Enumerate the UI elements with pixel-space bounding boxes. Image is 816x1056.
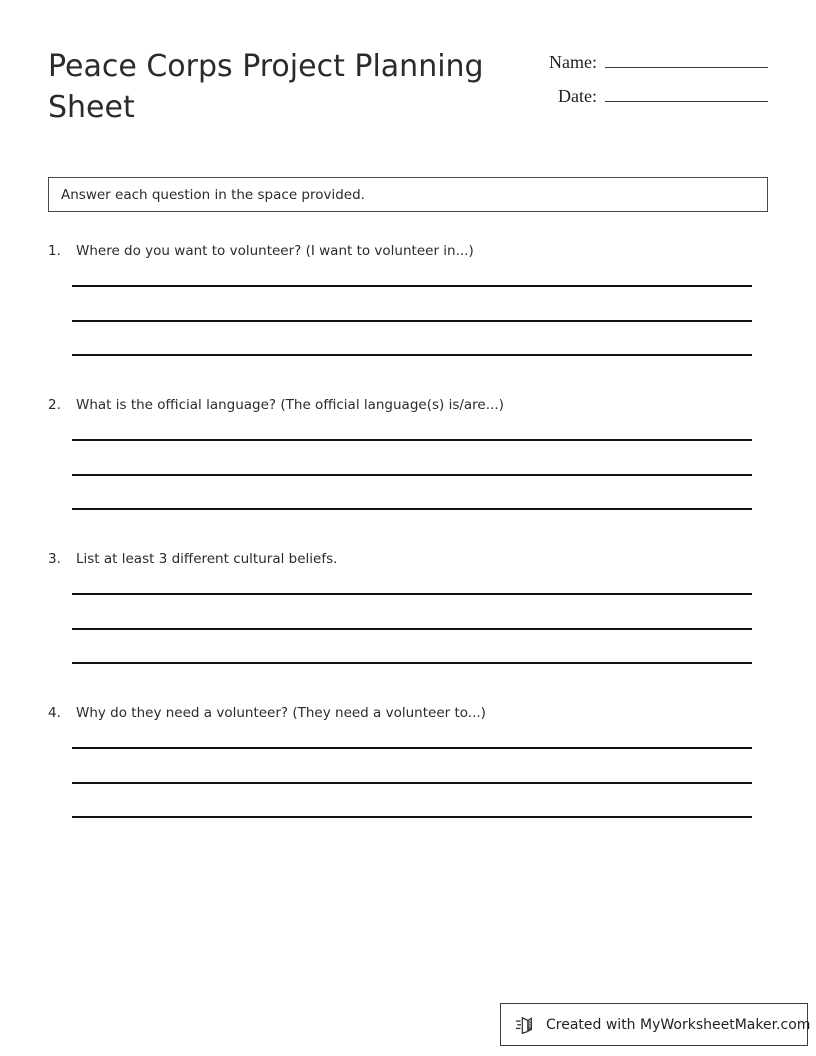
name-row bbox=[540, 50, 768, 84]
question-number: 1. bbox=[48, 243, 61, 259]
answer-line[interactable] bbox=[72, 439, 752, 441]
name-date-block bbox=[540, 44, 768, 118]
date-row bbox=[540, 84, 768, 118]
date-label: Date: bbox=[558, 86, 597, 106]
question-heading bbox=[48, 241, 768, 261]
answer-line[interactable] bbox=[72, 320, 752, 322]
question-text: Why do they need a volunteer? (They need a volunteer to...) bbox=[76, 705, 486, 721]
question-text: List at least 3 different cultural beliefs. bbox=[76, 551, 338, 567]
question-number: 4. bbox=[48, 705, 61, 721]
question-heading bbox=[48, 703, 768, 723]
answer-line[interactable] bbox=[72, 816, 752, 818]
answer-line[interactable] bbox=[72, 662, 752, 664]
badge-label: Created with MyWorksheetMaker.com bbox=[546, 1016, 811, 1033]
answer-line[interactable] bbox=[72, 593, 752, 595]
date-input-line[interactable] bbox=[605, 84, 768, 102]
worksheet-maker-logo-icon bbox=[515, 1014, 537, 1036]
answer-line[interactable] bbox=[72, 747, 752, 749]
name-input-line[interactable] bbox=[605, 50, 768, 68]
instruction-box bbox=[48, 177, 768, 212]
created-with-badge[interactable] bbox=[500, 1003, 811, 1046]
answer-lines bbox=[72, 285, 752, 356]
answer-lines bbox=[72, 747, 752, 818]
question-item bbox=[48, 703, 768, 857]
answer-line[interactable] bbox=[72, 508, 752, 510]
answer-lines bbox=[72, 439, 752, 510]
answer-line[interactable] bbox=[72, 782, 752, 784]
page-title: Peace Corps Project Planning Sheet bbox=[48, 49, 484, 125]
worksheet-header bbox=[48, 44, 768, 128]
answer-line[interactable] bbox=[72, 474, 752, 476]
question-text: Where do you want to volunteer? (I want to volunteer in...) bbox=[76, 243, 474, 259]
question-number: 2. bbox=[48, 397, 61, 413]
question-item bbox=[48, 395, 768, 549]
question-number: 3. bbox=[48, 551, 61, 567]
answer-line[interactable] bbox=[72, 285, 752, 287]
answer-line[interactable] bbox=[72, 354, 752, 356]
question-item bbox=[48, 549, 768, 703]
questions-list bbox=[48, 241, 768, 857]
question-heading bbox=[48, 395, 768, 415]
answer-lines bbox=[72, 593, 752, 664]
instruction-text: Answer each question in the space provided. bbox=[61, 186, 365, 203]
question-heading bbox=[48, 549, 768, 569]
question-item bbox=[48, 241, 768, 395]
answer-line[interactable] bbox=[72, 628, 752, 630]
name-label: Name: bbox=[549, 52, 597, 72]
question-text: What is the official language? (The official language(s) is/are...) bbox=[76, 397, 504, 413]
